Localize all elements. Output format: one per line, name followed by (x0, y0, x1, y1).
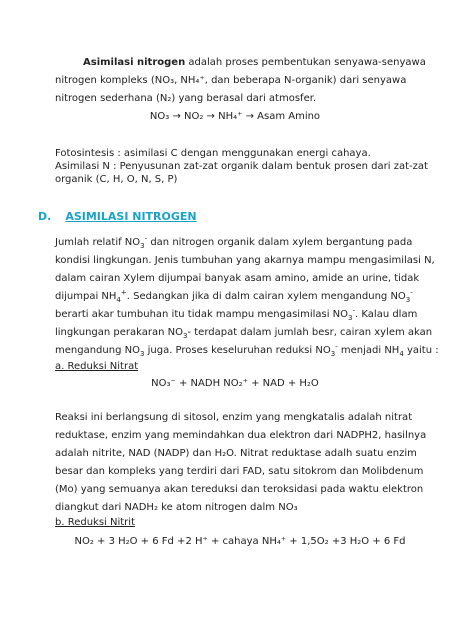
p1-l7d: yaitu : (403, 345, 439, 356)
p2-line-1: Reaksi ini berlangsung di sitosol, enzim yang mengkatalis adalah nitrat (55, 412, 413, 423)
p1-line-5 (55, 307, 417, 322)
intro-equation: NO₃ → NO₂ → NH₄⁺ → Asam Amino (149, 111, 321, 122)
section-d-letter: D. (38, 210, 52, 223)
p1-l4-sub4: 4 (116, 296, 121, 304)
p2-line-3: adalah nitrite, NAD (NADP) dan H₂O. Nitrat reduktase adalh suatu enzim (55, 448, 417, 459)
subsection-a-equation: NO₃⁻ + NADH NO₂⁺ + NAD + H₂O (151, 378, 319, 389)
p1-l1-sup: - (144, 234, 148, 243)
p1-line-7 (55, 343, 439, 358)
subsection-b-equation: NO₂ + 3 H₂O + 6 Fd +2 H⁺ + cahaya NH₄⁺ + 1,5O₂ +3 H₂O + 6 Fd (74, 536, 406, 547)
p1-l1a: Jumlah relatif NO (55, 237, 141, 248)
intro-line-2: nitrogen kompleks (NO₃, NH₄⁺, dan beberapa N-organik) dari senyawa (55, 75, 407, 86)
section-d-heading (38, 210, 197, 223)
p1-l7-sup: - (335, 342, 338, 351)
p1-line-2: kondisi lingkungan. Jenis tumbuhan yang akarnya mampu mengasimilasi N, (55, 255, 435, 266)
p2-line-6: diangkut dari NADH₂ ke atom nitrogen dalm NO₃ (55, 502, 298, 513)
p1-line-6 (55, 325, 432, 340)
intro-line-3: nitrogen sederhana (N₂) yang berasal dari atmosfer. (55, 93, 317, 104)
p1-l5a: berarti akar tumbuhan itu tidak mampu mengasimilasi NO (55, 309, 349, 320)
p1-l7b: juga. Proses keseluruhan reduksi NO (144, 345, 331, 356)
p1-line-3: dalam cairan Xylem dijumpai banyak asam amino, amide an urine, tidak (55, 273, 420, 284)
p1-l5b: . Kalau dlam (355, 309, 418, 320)
p1-l4-sub3: 3 (405, 296, 411, 304)
p1-l5-sup: - (352, 306, 356, 315)
definition-line-3: organik (C, H, O, N, S, P) (55, 174, 178, 185)
p1-l6b: - terdapat dalam jumlah besr, cairan xylem akan (187, 327, 433, 338)
definition-line-1: Fotosintesis : asimilasi C dengan menggunakan energi cahaya. (55, 148, 371, 159)
p1-l4a: dijumpai NH (55, 291, 117, 302)
intro-lead-bold: Asimilasi nitrogen (83, 57, 186, 68)
p2-line-2: reduktase, enzim yang memindahkan dua elektron dari NADPH2, hasilnya (55, 430, 427, 441)
intro-line-1-text: adalah proses pembentukan senyawa-senyawa (185, 57, 426, 68)
p1-l1b: dan nitrogen organik dalam xylem bergantung pada (147, 237, 413, 248)
p1-l7-sub4: 4 (399, 350, 404, 358)
p1-l4b: . Sedangkan jika di dalm cairan xylem mengandung NO (126, 291, 406, 302)
p1-l7-sub3b: 3 (330, 350, 336, 358)
intro-line-1 (55, 55, 426, 70)
subsection-a-title: a. Reduksi Nitrat (55, 361, 139, 372)
definition-line-2: Asimilasi N : Penyusunan zat-zat organik dalam bentuk prosen dari zat-zat (55, 161, 428, 172)
p1-l6-sub: 3 (182, 332, 188, 340)
p1-l7-sub3a: 3 (139, 350, 145, 358)
p1-l4-supplus: + (120, 288, 127, 297)
p1-l5-sub: 3 (348, 314, 353, 322)
p2-line-5: (Mo) yang semuanya akan tereduksi dan teroksidasi pada waktu elektron (55, 484, 424, 495)
section-d-title: ASIMILASI NITROGEN (65, 210, 197, 223)
p1-l7c: menjadi NH (337, 345, 400, 356)
p1-l6a: lingkungan perakaran NO (55, 327, 183, 338)
p1-l7a: mengandung NO (55, 345, 140, 356)
subsection-b-title: b. Reduksi Nitrit (55, 517, 135, 528)
p1-line-1 (55, 235, 412, 250)
p1-l1-sub: 3 (140, 242, 145, 250)
p2-line-4: besar dan kompleks yang terdiri dari FAD, satu sitokrom dan Molibdenum (55, 466, 424, 477)
p1-l4-supminus: - (410, 288, 413, 297)
p1-line-4 (55, 289, 413, 304)
